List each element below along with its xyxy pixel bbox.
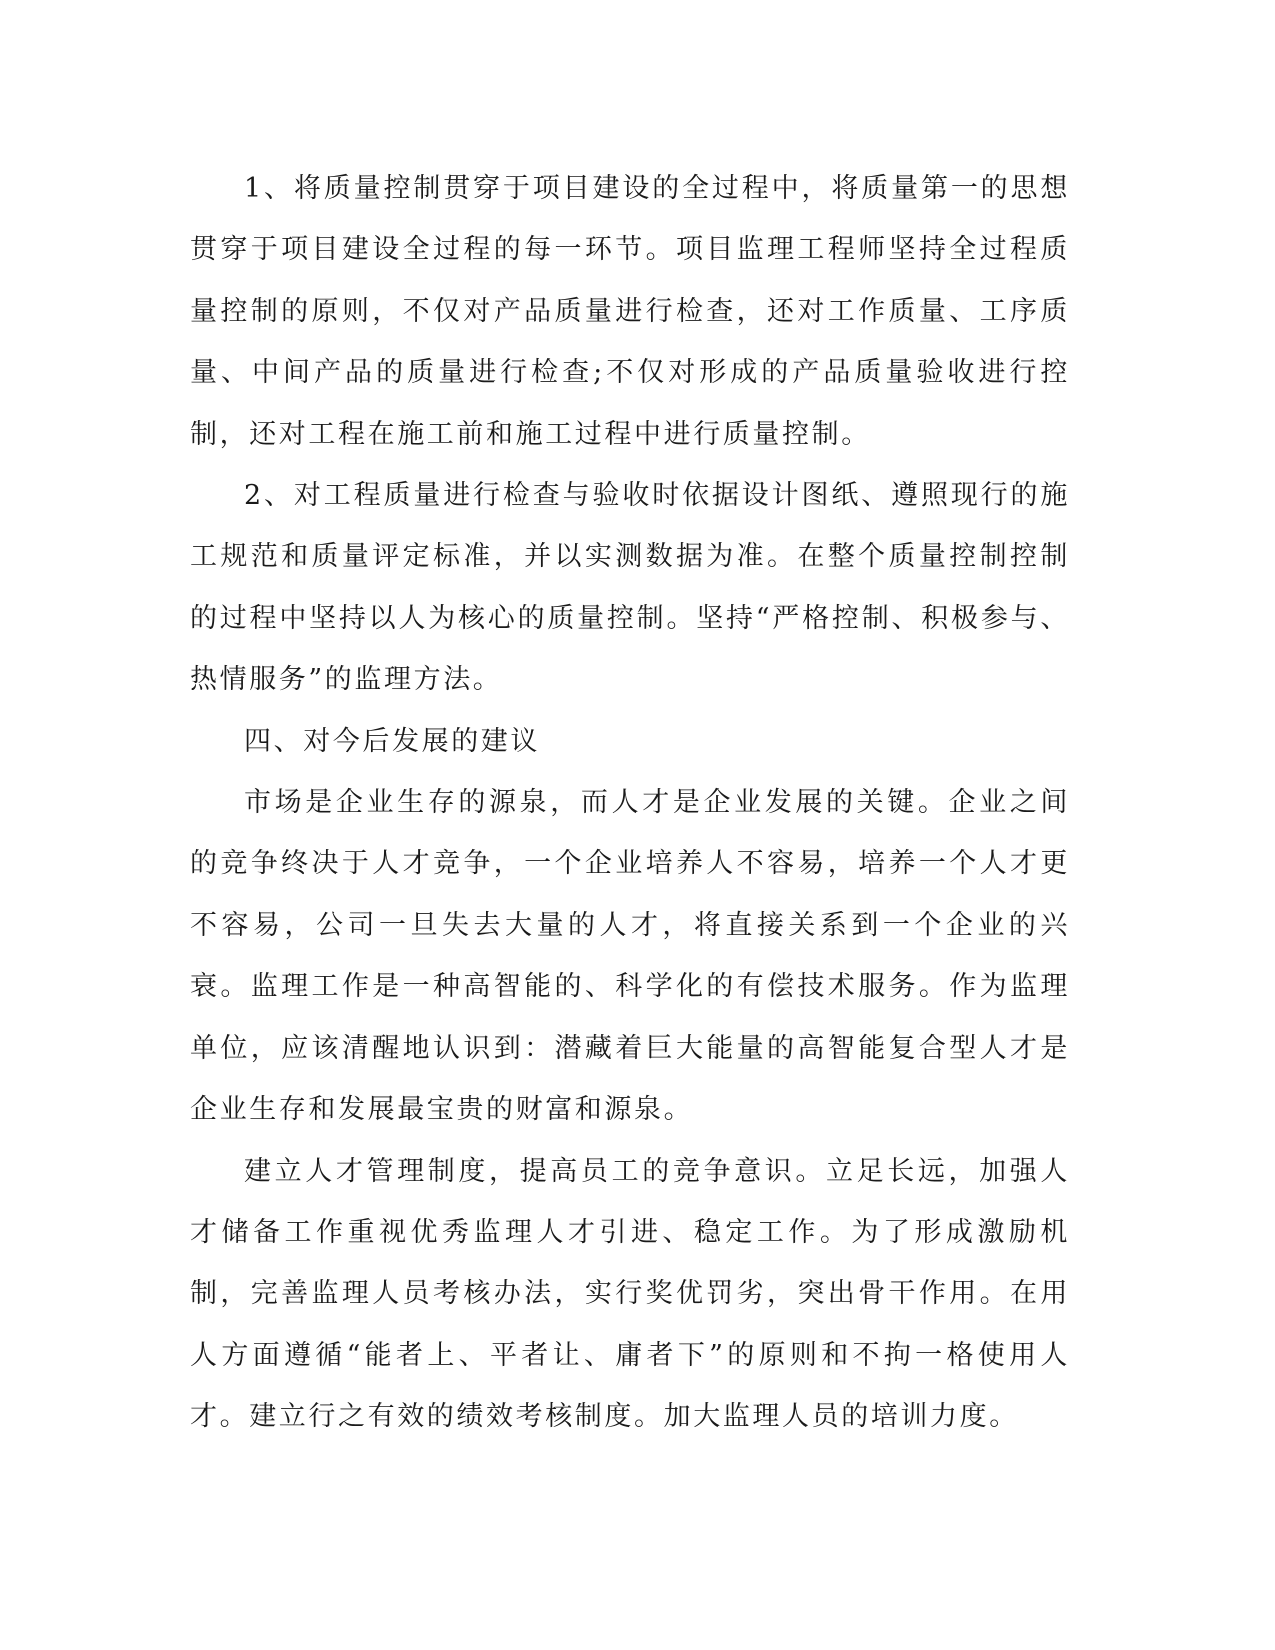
paragraph-quality-control-process: 1、将质量控制贯穿于项目建设的全过程中，将质量第一的思想贯穿于项目建设全过程的每一环节。项目监理工程师坚持全过程质量控制的原则，不仅对产品质量进行检查，还对工作质量、工序质量、中间产品的质量进行检查;不仅对形成的产品质量验收进行控制，还对工程在施工前和施工过程中进行质量控制。: [190, 173, 1070, 450]
document-body: [190, 158, 1070, 1448]
section-heading-suggestions: 四、对今后发展的建议: [244, 725, 540, 757]
paragraph-talent-importance: 市场是企业生存的源泉，而人才是企业发展的关键。企业之间的竞争终决于人才竞争，一个企业培养人不容易，培养一个人才更不容易，公司一旦失去大量的人才，将直接关系到一个企业的兴衰。监理工作是一种高智能的、科学化的有偿技术服务。作为监理单位，应该清醒地认识到：潜藏着巨大能量的高智能复合型人才是企业生存和发展最宝贵的财富和源泉。: [190, 787, 1070, 1126]
paragraph-inspection-acceptance: 2、对工程质量进行检查与验收时依据设计图纸、遵照现行的施工规范和质量评定标准，并以实测数据为准。在整个质量控制控制的过程中坚持以人为核心的质量控制。坚持“严格控制、积极参与、热情服务”的监理方法。: [190, 480, 1070, 696]
paragraph-talent-management: 建立人才管理制度，提高员工的竞争意识。立足长远，加强人才储备工作重视优秀监理人才引进、稳定工作。为了形成激励机制，完善监理人员考核办法，实行奖优罚劣，突出骨干作用。在用人方面遵循“能者上、平者让、庸者下”的原则和不拘一格使用人才。建立行之有效的绩效考核制度。加大监理人员的培训力度。: [190, 1155, 1070, 1433]
